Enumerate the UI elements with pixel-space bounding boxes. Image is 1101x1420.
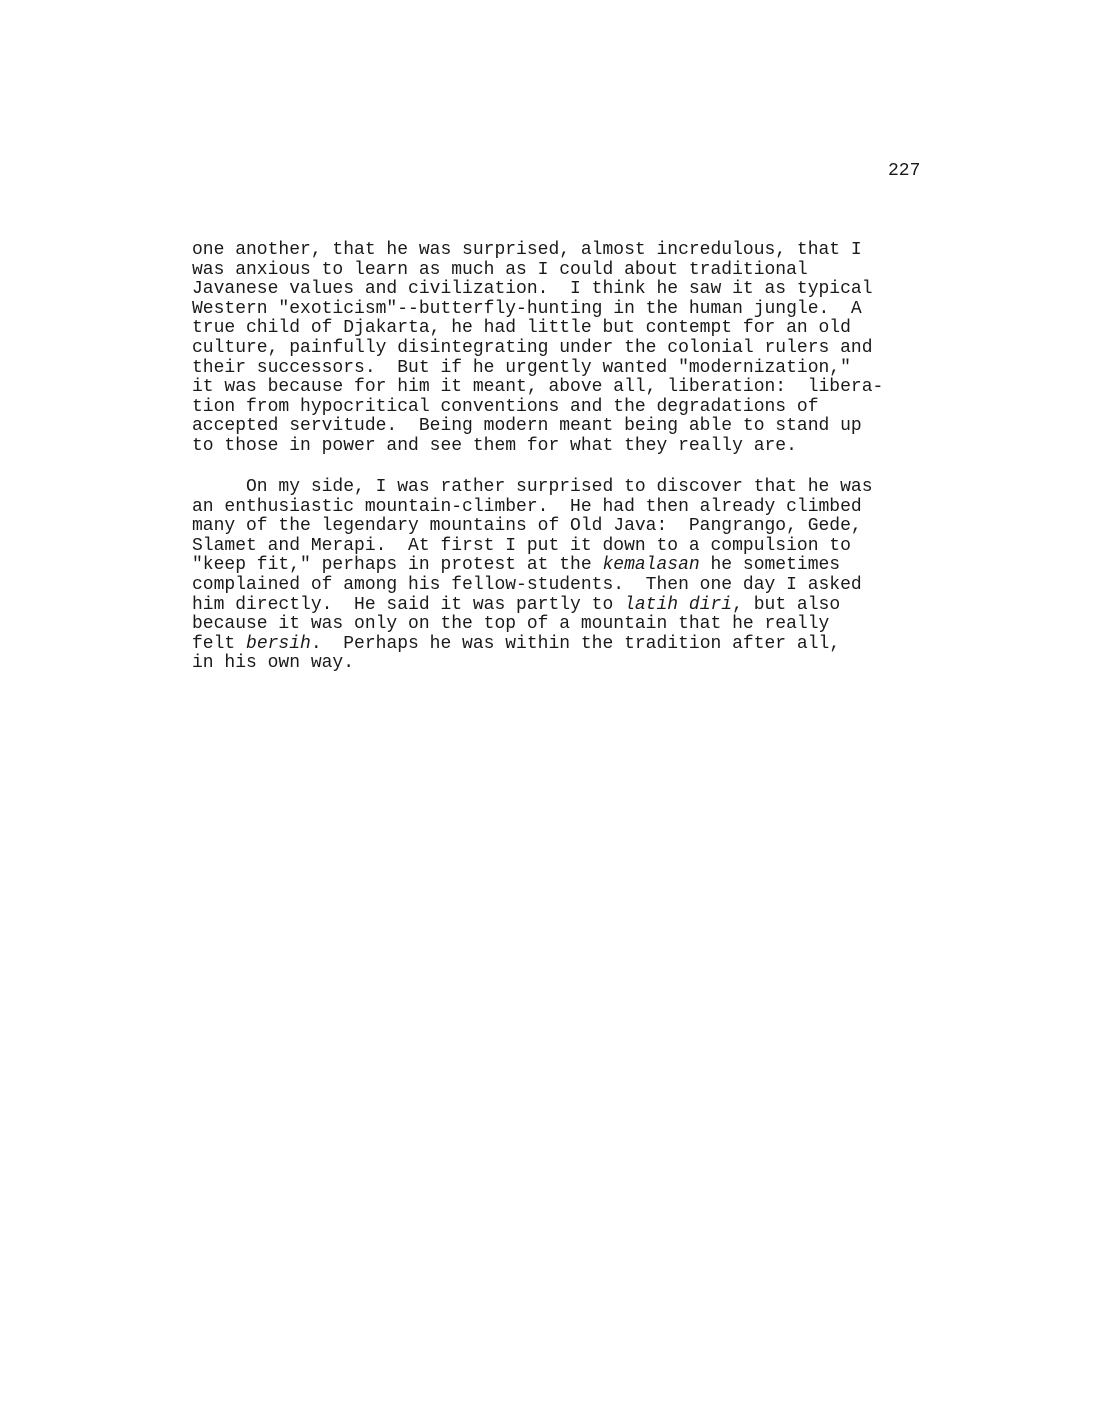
text-segment: in his own way. (192, 653, 355, 674)
text-line (192, 398, 962, 418)
text-segment: an enthusiastic mountain-climber. He had then already climbed (192, 496, 862, 517)
text-segment: , but also (732, 594, 841, 615)
text-line (192, 280, 962, 300)
text-line (192, 556, 962, 576)
text-line (192, 417, 962, 437)
text-segment: their successors. But if he urgently wanted "modernization," (192, 357, 851, 378)
text-segment: culture, painfully disintegrating under the colonial rulers and (192, 337, 873, 358)
text-line (192, 359, 962, 379)
text-segment: Javanese values and civilization. I think he saw it as typical (192, 279, 873, 300)
text-line (192, 261, 962, 281)
text-segment: many of the legendary mountains of Old Java: Pangrango, Gede, (192, 516, 862, 537)
text-segment: one another, that he was surprised, almost incredulous, that I (192, 240, 862, 260)
text-line (192, 615, 962, 635)
page-number: 227 (888, 161, 921, 181)
text-line (192, 300, 962, 320)
text-segment: true child of Djakarta, he had little but contempt for an old (192, 318, 851, 339)
text-segment: he sometimes (699, 555, 841, 576)
text-segment: Western "exoticism"--butterfly-hunting in the human jungle. A (192, 298, 862, 319)
text-segment: . Perhaps he was within the tradition after all, (310, 633, 841, 654)
text-segment: "keep fit," perhaps in protest at the (192, 555, 603, 576)
text-line (192, 437, 962, 457)
text-line (192, 654, 962, 674)
text-segment: to those in power and see them for what they really are. (192, 435, 797, 456)
text-segment: it was because for him it meant, above all, liberation: libera- (192, 377, 884, 398)
text-line (192, 378, 962, 398)
text-segment: On my side, I was rather surprised to discover that he was (192, 477, 873, 497)
text-segment: because it was only on the top of a mountain that he really (192, 614, 830, 635)
text-line (192, 319, 962, 339)
italic-term: bersih (246, 633, 311, 654)
text-segment: complained of among his fellow-students. Then one day I asked (192, 574, 862, 595)
text-line (192, 339, 962, 359)
text-line (192, 498, 962, 518)
text-segment: felt (192, 633, 247, 654)
paragraph-2 (192, 478, 962, 674)
text-line (192, 596, 962, 616)
italic-term: kemalasan (602, 555, 700, 576)
text-segment: Slamet and Merapi. At first I put it down to a compulsion to (192, 535, 851, 556)
text-segment: tion from hypocritical conventions and the degradations of (192, 396, 819, 417)
paragraph-1 (192, 241, 962, 457)
text-line (192, 517, 962, 537)
text-line (192, 576, 962, 596)
text-segment: accepted servitude. Being modern meant being able to stand up (192, 416, 862, 437)
italic-term: latih diri (624, 594, 733, 615)
text-line (192, 478, 962, 498)
text-segment: him directly. He said it was partly to (192, 594, 625, 615)
text-segment: was anxious to learn as much as I could about traditional (192, 259, 808, 280)
text-line (192, 537, 962, 557)
text-line (192, 635, 962, 655)
text-line (192, 241, 962, 261)
